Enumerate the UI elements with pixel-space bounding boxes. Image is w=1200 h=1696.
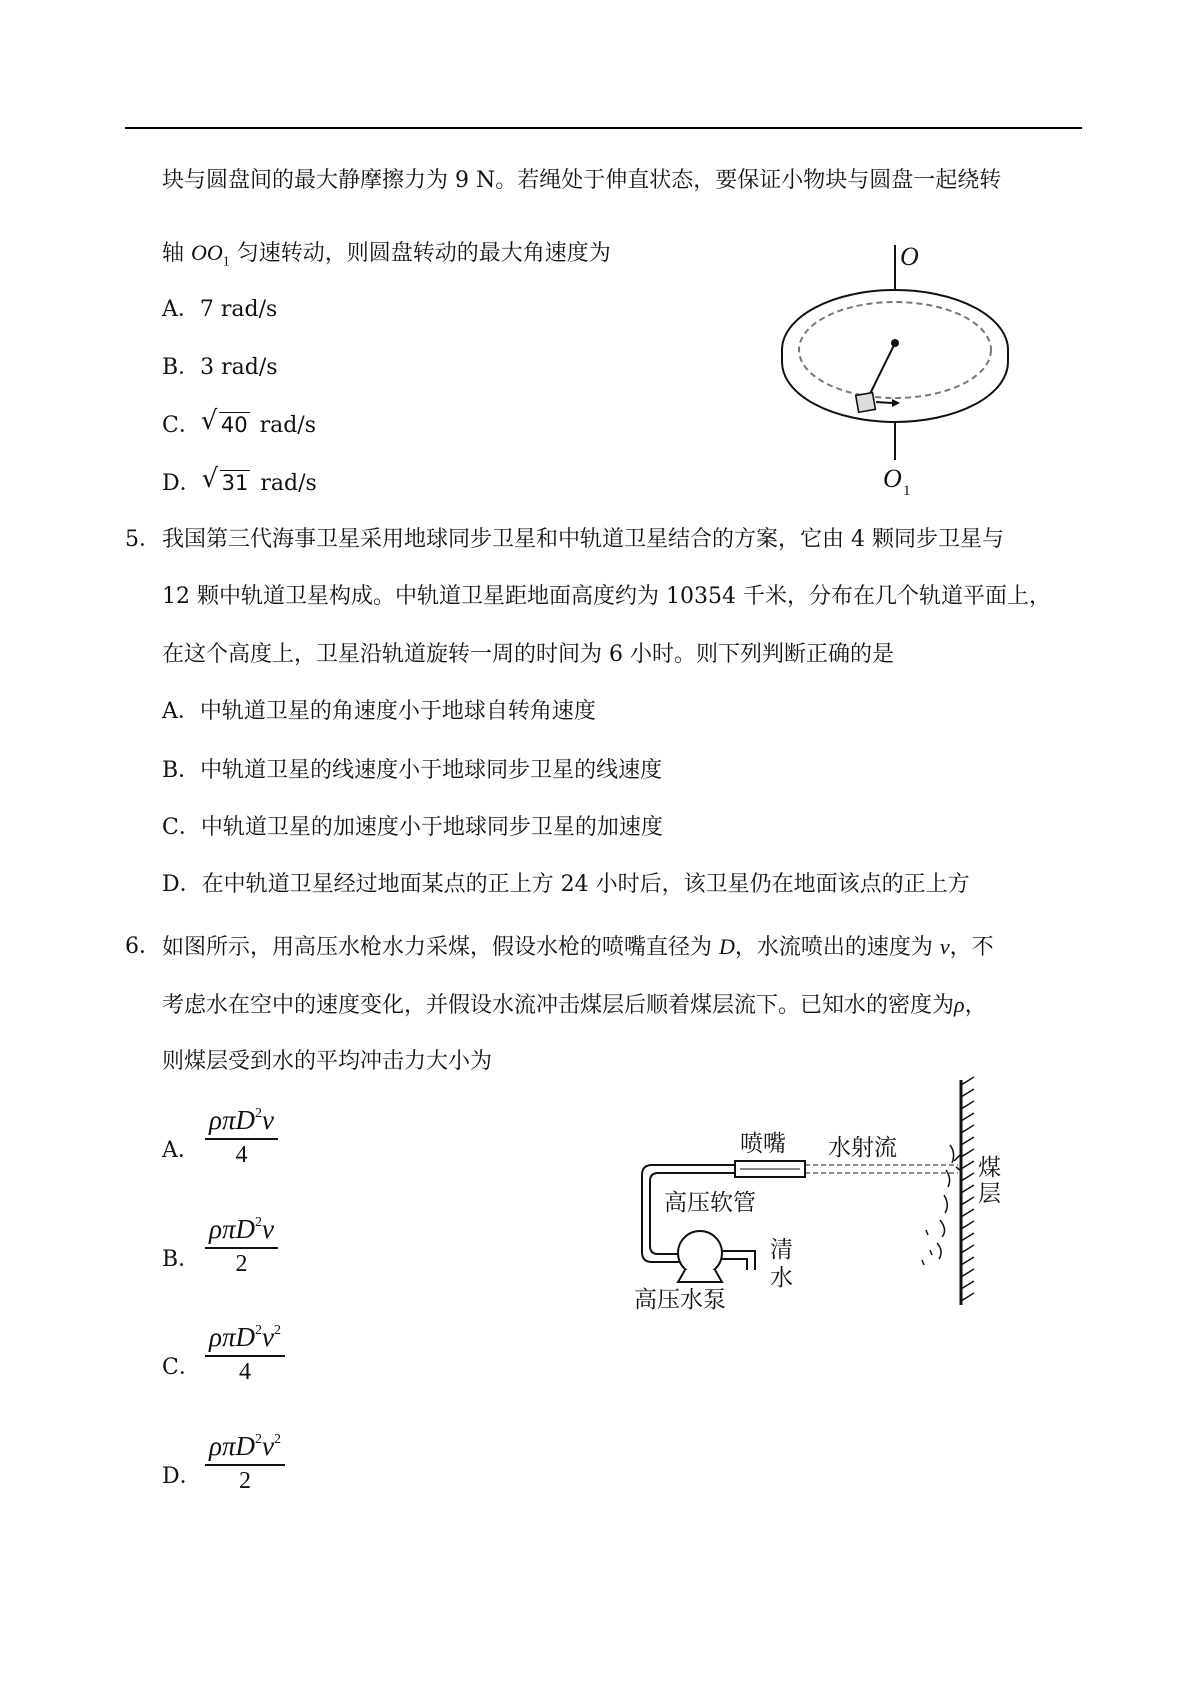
q5-number: 5． [125, 527, 161, 552]
axis-bottom-subscript: 1 [903, 483, 911, 499]
q4-option-b: B．3 rad/s [162, 355, 278, 380]
sqrt-31: √ 31 [201, 464, 249, 495]
q6-option-c-fraction: $\rho\pi D^2v^2$ 4 [205, 1322, 285, 1386]
q5-option-c: C．中轨道卫星的加速度小于地球同步卫星的加速度 [162, 815, 663, 840]
q6-option-d-label: D． [162, 1464, 202, 1489]
sqrt-40: √ 40 [200, 406, 248, 437]
q6-stem-line-1: 如图所示，用高压水枪水力采煤，假设水枪的喷嘴直径为 D，水流喷出的速度为 v，不 [162, 934, 994, 960]
pump [678, 1231, 722, 1275]
axis-bottom-label: O [883, 464, 902, 493]
q5-stem-line-2: 12 颗中轨道卫星构成。中轨道卫星距地面高度约为 10354 千米，分布在几个轨道平面上， [162, 584, 1051, 609]
nozzle-label: 喷嘴 [740, 1131, 786, 1157]
water-label-1: 清 [770, 1237, 793, 1263]
q6-option-b-label: B． [162, 1247, 201, 1272]
pump-label: 高压水泵 [634, 1287, 726, 1313]
rotating-disc-figure [770, 235, 1010, 505]
q6-number: 6． [125, 934, 161, 959]
q6-option-a-label: A． [162, 1138, 200, 1163]
coal-label-2: 层 [978, 1181, 1001, 1207]
q4-option-c: C． √ 40 rad/s [162, 410, 316, 441]
q5-option-d: D．在中轨道卫星经过地面某点的正上方 24 小时后，该卫星仍在地面该点的正上方 [162, 872, 970, 897]
q4-option-d: D． √ 31 rad/s [162, 468, 317, 499]
q6-option-a-fraction: ρπD$^2$v 4 [205, 1105, 278, 1169]
q6-stem-line-2: 考虑水在空中的速度变化，并假设水流冲击煤层后顺着煤层流下。已知水的密度为ρ， [162, 992, 987, 1018]
q6-option-d-fraction: $\rho\pi D^2v^2$ 2 [205, 1431, 285, 1495]
water-label-2: 水 [770, 1265, 793, 1291]
q4-stem-line-2: 轴 $OO_1$ 匀速转动，则圆盘转动的最大角速度为 [162, 240, 611, 270]
q4-stem-line-1: 块与圆盘间的最大静摩擦力为 9 N。若绳处于伸直状态，要保证小物块与圆盘一起绕转 [162, 168, 1002, 193]
water-jet-figure [630, 1075, 1010, 1325]
hose-label: 高压软管 [664, 1190, 756, 1216]
q5-option-b: B．中轨道卫星的线速度小于地球同步卫星的线速度 [162, 758, 663, 783]
q6-option-c-label: C． [162, 1355, 201, 1380]
q6-option-b-fraction: ρπD$^2$v 2 [205, 1214, 278, 1278]
q5-stem-line-1: 我国第三代海事卫星采用地球同步卫星和中轨道卫星结合的方案，它由 4 颗同步卫星与 [162, 527, 1004, 552]
q4-option-a: A．7 rad/s [162, 297, 278, 322]
q6-stem-line-3: 则煤层受到水的平均冲击力大小为 [162, 1049, 493, 1074]
q5-option-a: A．中轨道卫星的角速度小于地球自转角速度 [162, 699, 596, 724]
header-rule [125, 127, 1082, 129]
axis-symbol: OO [191, 240, 223, 265]
axis-top-label: O [900, 242, 919, 271]
q5-stem-line-3: 在这个高度上，卫星沿轨道旋转一周的时间为 6 小时。则下列判断正确的是 [162, 642, 894, 667]
coal-label-1: 煤 [978, 1155, 1001, 1181]
jet-label: 水射流 [828, 1135, 897, 1161]
